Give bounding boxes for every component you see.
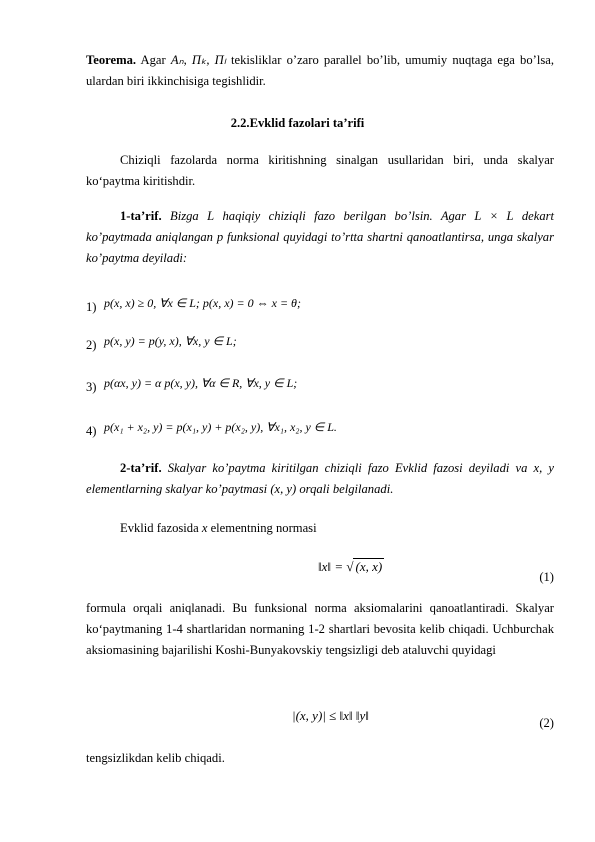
def2-text-b: elementlarning skalyar ko’paytmasi bbox=[86, 482, 268, 496]
equation-1 bbox=[318, 558, 384, 575]
formula-paragraph: formula orqali aniqlanadi. Bu funksional norma aksiomalarini qanoatlantiradi. Skalyar ko‘paytmaning 1-4 shartlaridan normaning 1-2 shartlari bevosita kelib chiqadi. Uchburchak aksiomasining bajarilishi Koshi-Bunyakovskiy tengsizligi deb ataluvchi quyidagi bbox=[86, 601, 554, 657]
def2-text-a: Skalyar ko’paytma kiritilgan chiziqli fazo Evklid fazosi deyiladi va bbox=[167, 461, 528, 475]
def2-sym-pair: (x, y) bbox=[270, 482, 297, 496]
theorem-text-2: tekisliklar o’zaro parallel bo’lib, umumiy nuqtaga ega bo’lsa, ulardan biri ikkinchisiga tegishlidir. bbox=[86, 53, 554, 88]
condition-1-formula: p(x, x) ≥ 0, ∀x ∈ L; p(x, x) = 0 ⇔ x = θ; bbox=[104, 296, 301, 310]
condition-4-formula: p(x₁ + x₂, y) = p(x₁, y) + p(x₂, y), ∀x₁, x₂, y ∈ L. bbox=[104, 420, 337, 434]
condition-2-number: 2) bbox=[86, 338, 97, 352]
def1-sym-LxL: L × L bbox=[474, 209, 514, 223]
norm-text-b: elementning normasi bbox=[210, 521, 317, 535]
def2-sym-xy: x, y bbox=[533, 461, 554, 475]
norm-sym-x: x bbox=[201, 521, 208, 535]
norm-text-a: Evklid fazosida bbox=[120, 521, 199, 535]
sqrt-sign: √ bbox=[346, 559, 354, 574]
norm-line bbox=[86, 518, 554, 539]
definition-2 bbox=[86, 458, 554, 500]
theorem-sets: Aₙ, Πₖ, Πₗ bbox=[170, 53, 226, 67]
condition-3-formula: p(αx, y) = α p(x, y), ∀α ∈ R, ∀x, y ∈ L; bbox=[104, 376, 298, 390]
def1-sym-p: p bbox=[216, 230, 224, 244]
def1-text-d: funksional quyidagi to’rtta shartni qanoatlantirsa, unga skalyar ko’paytma deyiladi: bbox=[86, 230, 554, 265]
condition-4-number: 4) bbox=[86, 424, 97, 438]
def1-text-c: dekart ko’paytmada aniqlangan bbox=[86, 209, 555, 244]
condition-3-number: 3) bbox=[86, 380, 97, 394]
theorem-paragraph bbox=[86, 50, 554, 92]
def1-text-a: Bizga bbox=[170, 209, 199, 223]
intro-paragraph: Chiziqli fazolarda norma kiritishning sinalgan usullaridan biri, unda skalyar ko‘paytma kiritishdir. bbox=[86, 153, 554, 188]
equation-1-radicand: (x, x) bbox=[355, 559, 383, 574]
def1-text-b: haqiqiy chiziqli fazo berilgan bo’lsin. Agar bbox=[222, 209, 467, 223]
condition-2-formula: p(x, y) = p(y, x), ∀x, y ∈ L; bbox=[104, 334, 237, 348]
equation-2: |(x, y)| ≤ ‖x‖ ‖y‖ bbox=[292, 708, 369, 723]
equation-1-number: (1) bbox=[539, 570, 554, 584]
theorem-label: Teorema. bbox=[86, 53, 137, 67]
def2-label: 2-ta’rif. bbox=[120, 461, 162, 475]
equation-1-lhs: ‖x‖ = bbox=[318, 559, 347, 574]
theorem-text-1: Agar bbox=[140, 53, 166, 67]
closing-paragraph: tengsizlikdan kelib chiqadi. bbox=[86, 751, 225, 765]
def2-text-c: orqali belgilanadi. bbox=[299, 482, 394, 496]
definition-1 bbox=[86, 206, 554, 269]
def1-label: 1-ta’rif. bbox=[120, 209, 162, 223]
equation-2-number: (2) bbox=[539, 716, 554, 730]
condition-1-number: 1) bbox=[86, 300, 97, 314]
section-heading: 2.2.Evklid fazolari ta’rifi bbox=[230, 116, 365, 130]
def1-sym-L: L bbox=[207, 209, 215, 223]
